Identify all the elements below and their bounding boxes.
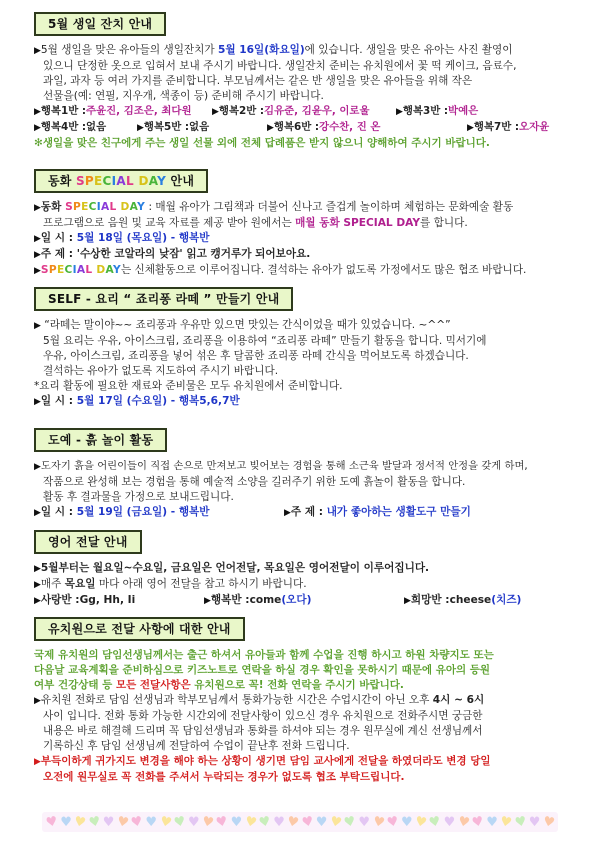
label-text: 동화	[40, 201, 66, 213]
class-label: 행복2반 :	[218, 105, 265, 117]
heart-icon: ♥	[385, 813, 400, 832]
triangle-bullet-icon: ▶	[34, 321, 41, 331]
triangle-bullet-icon: ▶	[34, 596, 41, 606]
heart-icon: ♥	[44, 813, 60, 832]
class-names: 주윤진, 김조은, 최다원	[86, 105, 192, 117]
body-text: 사이 입니다. 전화 통화 가능한 시간외에 전달사항이 있으신 경우 유치원으로 전화주시면 궁금한	[43, 710, 483, 722]
section-title: 영어 전달 안내	[34, 530, 142, 554]
english-word: Gg, Hh, Ii	[79, 594, 136, 606]
section-title: 도예 - 흙 놀이 활동	[34, 428, 167, 452]
special-day-text: SPECIAL DAY	[75, 174, 167, 188]
translation: (치즈)	[491, 594, 522, 606]
heart-icon: ♥	[243, 813, 258, 832]
triangle-bullet-icon: ▶	[34, 46, 41, 56]
class-row-b	[34, 120, 564, 136]
heart-icon: ♥	[470, 813, 486, 832]
body-text: 5월 요리는 우유, 아이스크림, 죠리퐁을 이용하여 “죠리퐁 라떼” 만들기 활동을 합니다. 믹서기에	[43, 335, 487, 347]
body-text: 과일, 과자 등 여러 가지를 준비합니다. 부모님께서는 같은 반 생일을 맞은 유아들을 위해 작은	[43, 75, 473, 87]
triangle-bullet-icon: ▶	[284, 508, 291, 518]
date-value: 5월 19일 (금요일) - 행복반	[76, 506, 210, 518]
date-label: 일 시	[40, 395, 66, 407]
heart-icon: ♥	[486, 815, 498, 830]
class-label: 행복1반 :	[40, 105, 87, 117]
pottery-section: 도예 - 흙 놀이 활동 ▶도자기 흙을 어린이들이 직접 손으로 만져보고 빚어보는 경험을 통해 소근육 발달과 정서적 안정을 갖게 하며, 작품으로 완성해 보는 경험을 통해 예술적 소양을 길러주기 위한 도예 흙놀이 활동을 합니다. 활동 후 결과물을 가정으로 보내드립니다. ▶일 시 : 5월 19일 (금요일) - 행복반 ▶주 제 : 내가 좋아하는 생활도구 만들기	[34, 428, 564, 521]
triangle-bullet-icon: ▶	[34, 234, 41, 244]
heart-icon: ♥	[273, 815, 285, 830]
triangle-bullet-icon: ▶	[34, 508, 41, 518]
body-text: “라떼는 말이야~~ 죠리퐁과 우유만 있으면 맛있는 간식이었을 때가 있었습니다. ~^^”	[44, 319, 451, 331]
class-names: 없음	[189, 121, 210, 133]
body-text: 마다 아래 영어 전달을 참고 하시기 바랍니다.	[95, 578, 307, 590]
class-label: 행복5반 :	[143, 121, 190, 133]
heart-icon: ♥	[498, 813, 514, 832]
warning-text: 오전에 원무실로 꼭 전화를 주셔서 누락되는 경우가 없도록 협조 부탁드립니다.	[43, 771, 405, 783]
special-day-text: SPECIAL DAY	[65, 201, 146, 213]
title-part: 안내	[166, 174, 195, 188]
heart-icon: ♥	[358, 815, 371, 830]
triangle-bullet-icon: ▶	[34, 580, 41, 590]
heart-icon: ♥	[72, 813, 88, 832]
triangle-bullet-icon: ▶	[467, 123, 474, 133]
highlight-text: 목요일	[64, 578, 96, 590]
heart-icon: ♥	[443, 815, 456, 830]
heart-icon: ♥	[315, 815, 328, 830]
triangle-bullet-icon: ▶	[34, 266, 41, 276]
birthday-section	[34, 12, 564, 151]
heart-icon: ♥	[285, 813, 301, 832]
notice-text: 여부 건강상태 등	[34, 679, 116, 691]
english-word: come	[249, 594, 282, 606]
heart-icon: ♥	[427, 813, 443, 832]
class-label: 사랑반 :	[40, 594, 80, 606]
heart-icon: ♥	[102, 815, 115, 830]
triangle-bullet-icon: ▶	[404, 596, 411, 606]
heart-icon: ♥	[456, 813, 471, 832]
topic-label: 주 제	[290, 506, 316, 518]
triangle-bullet-icon: ▶	[137, 123, 144, 133]
date-label: 일 시	[40, 232, 66, 244]
english-word: cheese	[449, 594, 492, 606]
body-text: 작품으로 완성해 보는 경험을 통해 예술적 소양을 길러주기 위한 도예 흙놀이 활동을 합니다.	[43, 476, 466, 488]
triangle-bullet-icon: ▶	[34, 564, 41, 574]
class-names: 없음	[86, 121, 107, 133]
body-text: 는 신체활동으로 이루어집니다. 결석하는 유아가 없도록 가정에서도 많은 협조 바랍니다.	[120, 264, 527, 276]
section-title: SELF - 요리 “ 죠리퐁 라떼 ” 만들기 안내	[34, 287, 293, 311]
section-title: 5월 생일 잔치 안내	[34, 12, 166, 36]
body-text: 프로그램으로 음원 및 교육 자료를 제공 받아 원에서는	[43, 217, 296, 229]
triangle-bullet-icon: ▶	[34, 107, 41, 117]
heart-icon: ♥	[413, 813, 429, 832]
triangle-bullet-icon: ▶	[34, 250, 41, 260]
section-title	[34, 169, 208, 193]
topic-value: '수상한 코알라의 낮잠' 읽고 캥거루가 되어보아요.	[76, 248, 311, 260]
heart-icon: ♥	[145, 815, 158, 830]
topic-value: 내가 좋아하는 생활도구 만들기	[326, 506, 471, 518]
class-row-a	[34, 104, 564, 120]
heart-icon: ♥	[129, 813, 145, 832]
body-text: 5월 생일을 맞은 유아들의 생일잔치가	[40, 44, 219, 56]
translation: (오다)	[281, 594, 312, 606]
notice-text: 유치원으로 꼭! 전화 연락을 주시기 바랍니다.	[190, 679, 404, 691]
time-range: 4시 ~ 6시	[432, 694, 485, 706]
gift-note-text: 생일을 맞은 친구에게 주는 생일 선물 외에 전체 답례품은 받지 않으니 양해하여 주시기 바랍니다.	[42, 137, 490, 149]
triangle-bullet-icon: ▶	[34, 462, 41, 472]
warning-text: 부득이하게 귀가지도 변경을 해야 하는 상황이 생기면 담임 교사에게 전달을 하였더라도 변경 당일	[40, 755, 491, 767]
class-label: 희망반 :	[410, 594, 450, 606]
heart-icon: ♥	[158, 813, 173, 832]
topic-label: 주 제	[40, 248, 66, 260]
heart-icon: ♥	[230, 815, 243, 830]
body-text: 우유, 아이스크림, 죠리퐁을 넣어 섞은 후 달콤한 죠리퐁 라떼 간식을 먹어보도록 하겠습니다.	[43, 350, 469, 362]
highlight-text: 모든 전달사항은	[115, 679, 191, 691]
special-day-text: SPECIAL DAY	[40, 264, 121, 276]
title-part: 동화	[48, 174, 76, 188]
heart-icon: ♥	[528, 815, 541, 830]
heart-icon: ♥	[401, 815, 413, 830]
heart-icon: ♥	[513, 813, 528, 832]
class-label: 행복반 :	[210, 594, 250, 606]
heart-icon: ♥	[342, 813, 358, 832]
date-value: 5월 17일 (수요일) - 행복5,6,7반	[76, 395, 240, 407]
cooking-section: SELF - 요리 “ 죠리퐁 라떼 ” 만들기 안내 ▶ “라떼는 말이야~~ 죠리퐁과 우유만 있으면 맛있는 간식이었을 때가 있었습니다. ~^^” 5월 요리는 우유, 아이스크림, 죠리퐁을 이용하여 “죠리퐁 라떼” 만들기 활동을 합니다. 믹서기에 우유, 아이스크림, 죠리퐁을 넣어 섞은 후 달콤한 죠리퐁 라떼 간식을 먹어보도록 하겠습니다. 결석하는 유아가 없도록 지도하여 주시기 바랍니다. *요리 활동에 필요한 재료와 준비물은 모두 유치원에서 준비합니다. ▶일 시 : 5월 17일 (수요일) - 행복5,6,7반	[34, 287, 564, 410]
body-text: 유치원 전화로 담임 선생님과 학부모님께서 통화가능한 시간은 수업시간이 아닌 오후	[40, 694, 433, 706]
class-label: 행복4반 :	[40, 121, 87, 133]
date-label: 일 시	[40, 506, 66, 518]
body-text: 기록하신 후 담임 선생님께 전달하여 수업이 끝난후 전화 드립니다.	[43, 740, 350, 752]
class-names: 강수찬, 진 온	[319, 121, 381, 133]
heart-icon: ♥	[328, 813, 344, 832]
notice-text: 국제 유치원의 담임선생님께서는 출근 하셔서 유아들과 함께 수업을 진행 하시고 하원 차량지도 또는	[34, 649, 494, 661]
triangle-bullet-icon: ▶	[34, 203, 41, 213]
triangle-bullet-icon: ▶	[34, 123, 41, 133]
heart-icon: ♥	[541, 813, 557, 832]
event-date: 5월 16일(화요일)	[218, 44, 305, 56]
heart-icon: ♥	[300, 813, 315, 832]
triangle-bullet-icon: ▶	[267, 123, 274, 133]
materials-note: *요리 활동에 필요한 재료와 준비물은 모두 유치원에서 준비합니다.	[34, 380, 343, 392]
body-text: : 매월 유아가 그림책과 더불어 신나고 즐겁게 놀이하며 체험하는 문화예술 활동	[145, 201, 514, 213]
body-text: 결석하는 유아가 없도록 지도하여 주시기 바랍니다.	[43, 365, 279, 377]
triangle-bullet-icon: ▶	[34, 696, 41, 706]
heart-icon: ♥	[200, 813, 216, 832]
heart-icon: ♥	[371, 813, 386, 832]
heart-icon: ♥	[188, 815, 200, 830]
heart-icon: ♥	[115, 813, 131, 832]
section-title: 유치원으로 전달 사항에 대한 안내	[34, 617, 245, 641]
triangle-bullet-icon: ▶	[212, 107, 219, 117]
notice-text: 다음날 교육계획을 준비하심으로 키즈노트로 연락을 하실 경우 확인을 못하시기 때문에 유아의 등원	[34, 664, 491, 676]
heart-icon: ♥	[257, 813, 273, 832]
body-text: 선물을(예: 연필, 지우개, 색종이 등) 준비해 주시기 바랍니다.	[43, 90, 324, 102]
heart-icon: ♥	[214, 813, 230, 832]
class-label: 행복6반 :	[273, 121, 320, 133]
date-value: 5월 18일 (목요일) - 행복반	[76, 232, 210, 244]
gift-note: ✻생일을 맞은 친구에게 주는 생일 선물 외에 전체 답례품은 받지 않으니 양해하여 주시기 바랍니다.	[34, 137, 490, 149]
triangle-bullet-icon: ▶	[34, 757, 41, 767]
hearts-border	[42, 812, 558, 832]
body-text: 도자기 흙을 어린이들이 직접 손으로 만져보고 빚어보는 경험을 통해 소근육 발달과 정서적 안정을 갖게 하며,	[40, 460, 528, 472]
english-section	[34, 530, 564, 609]
class-names: 박예은	[448, 105, 479, 117]
heart-icon: ♥	[172, 813, 187, 832]
body-text: 5월부터는 월요일~수요일, 금요일은 언어전달, 목요일은 영어전달이 이루어집니다.	[40, 562, 430, 574]
body-text: 에 있습니다. 생일을 맞은 유아는 사진 촬영이	[304, 44, 513, 56]
highlight-text: 매월 동화 SPECIAL DAY	[295, 217, 421, 229]
heart-icon: ♥	[87, 813, 102, 832]
triangle-bullet-icon: ▶	[204, 596, 211, 606]
class-label: 행복3반 :	[402, 105, 449, 117]
class-names: 김유준, 김윤우, 이로울	[264, 105, 370, 117]
class-label: 행복7반 :	[473, 121, 520, 133]
heart-icon: ♥	[60, 815, 72, 830]
contact-section	[34, 617, 564, 785]
body-text: 를 합니다.	[420, 217, 468, 229]
triangle-bullet-icon: ▶	[396, 107, 403, 117]
body-text: 내용은 바로 해결해 드리며 꼭 담임선생님과 통화를 하셔야 되는 경우 원무실에 계신 선생님께서	[43, 725, 483, 737]
body-text: 있으니 단정한 옷으로 입혀서 보내 주시기 바랍니다. 생일잔치 준비는 유치원에서 꽃 떡 케이크, 음료수,	[43, 60, 517, 72]
triangle-bullet-icon: ▶	[34, 397, 41, 407]
class-names: 오자윤	[519, 121, 550, 133]
body-text: 활동 후 결과물을 가정으로 보내드립니다.	[43, 491, 234, 503]
body-text: 매주	[40, 578, 65, 590]
special-day-section: 동화 SPECIAL DAY 안내 ▶동화 SPECIAL DAY : 매월 유아가 그림책과 더불어 신나고 즐겁게 놀이하며 체험하는 문화예술 활동 프로그램으로 음원 및 교육 자료를 제공 받아 원에서는 매월 동화 SPECIAL DAY를 합니다. ▶일 시 : 5월 18일 (목요일) - 행복반 ▶주 제 : '수상한 코알라의 낮잠' 읽고 캥거루가 되어보아요. ▶SPECIAL DAY는 신체활동으로 이루어집니다. 결석하는 유아가 없도록 가정에서도 많은 협조 바랍니다.	[34, 169, 564, 279]
